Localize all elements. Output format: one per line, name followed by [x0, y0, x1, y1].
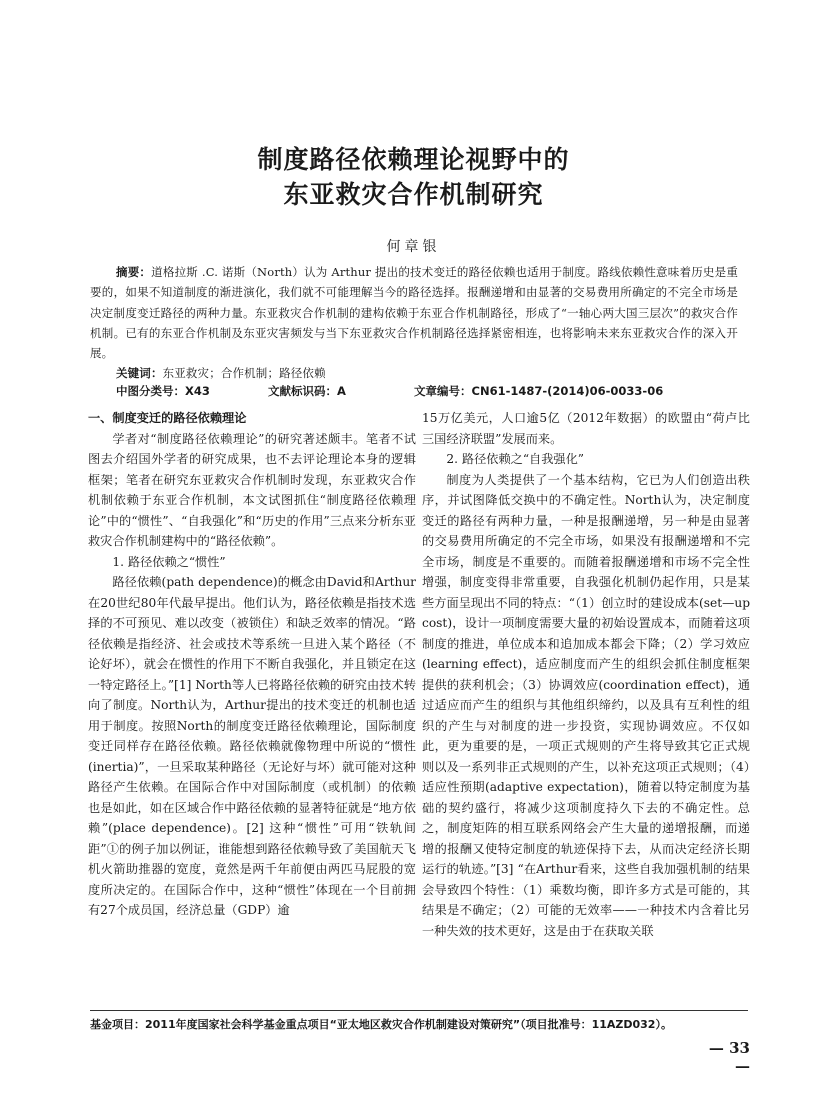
- page-number: — 33 —: [708, 1039, 750, 1075]
- body-paragraph: 学者对“制度路径依赖理论”的研究著述颇丰。笔者不试图去介绍国外学者的研究成果，也不去评论理论本身的逻辑框架；笔者在研究东亚救灾合作机制时发现，东亚救灾合作机制依赖于东亚合作机制，本文试图抓住“制度路径依赖理论”中的“惯性”、“自我强化”和“历史的作用”三点来分析东亚救灾合作机制建构中的“路径依赖”。: [88, 431, 416, 548]
- article-no-value: CN61-1487-(2014)06-0033-06: [471, 384, 664, 398]
- author-name: 何章银: [386, 239, 441, 255]
- doc-code-label: 文献标识码：: [268, 384, 337, 398]
- keywords-label: 关键词：: [116, 366, 163, 381]
- funding-footnote: 基金项目：2011年度国家社会科学基金重点项目“亚太地区救灾合作机制建设对策研究”（项目批准号：11AZD032）。: [90, 1018, 672, 1031]
- document-code: [268, 383, 346, 399]
- article-title-line1: 制度路径依赖理论视野中的: [257, 145, 570, 174]
- abstract-block: [90, 262, 738, 384]
- doc-code-value: A: [337, 384, 346, 398]
- article-number: [414, 383, 663, 399]
- abstract-text: 道格拉斯 .C. 诺斯（North）认为 Arthur 提出的技术变迁的路径依赖也适用于制度。路线依赖性意味着历史是重要的，如果不知道制度的渐进演化，我们就不可能理解当今的路径选择。报酬递增和由显著的交易费用所确定的不完全市场是决定制度变迁路径的两种力量。东亚救灾合作机制的建构依赖于东亚合作机制路径，形成了“一轴心两大国三层次”的救灾合作机制。已有的东亚合作机制及东亚灾害频发与当下东亚救灾合作机制路径选择紧密相连，也将影响未来东亚救灾合作的深入开展。: [90, 265, 738, 361]
- subsection-heading: 2. 路径依赖之“自我强化”: [446, 452, 585, 466]
- article-no-label: 文章编号：: [414, 384, 472, 398]
- body-paragraph: 制度为人类提供了一个基本结构，它已为人们创造出秩序，并试图降低交换中的不确定性。North认为，决定制度变迁的路径有两种力量，一种是报酬递增，另一种是由显著的交易费用所确定的不完全市场，如果没有报酬递增和不完全市场，制度是不重要的。而随着报酬递增和市场不完全性增强，制度变得非常重要，自我强化机制仍起作用，只是某些方面呈现出不同的特点：“（1）创立时的建设成本(set—up cost)，设计一项制度需要大量的初始设置成本，而随着这项制度的推进，单位成本和追加成本都会下降；（2）学习效应(learning effect)，适应制度而产生的组织会抓住制度框架提供的获利机会；（3）协调效应(coordination effect)，通过适应而产生的组织与其他组织缔约，以及具有互利性的组织的产生与对制度的进一步投资，实现协调效应。不仅如此，更为重要的是，一项正式规则的产生将导致其它正式规则以及一系列非正式规则的产生，以补充这项正式规则；（4）适应性预期(adaptive expectation)，随着以特定制度为基础的契约盛行，将减少这项制度持久下去的不确定性。总之，制度矩阵的相互联系网络会产生大量的递增报酬，而递增的报酬又使特定制度的轨迹保持下去，从而决定经济长期运行的轨迹。”[3] “在Arthur看来，这些自我加强机制的结果会导致四个特性：（1）乘数均衡，即许多方式是可能的，其结果是不确定；（2）可能的无效率——一种技术内含着比另一种失效的技术更好，这是由于在获取关联: [422, 472, 750, 938]
- footnote-divider: [90, 1010, 748, 1011]
- clc-value: X43: [185, 384, 210, 398]
- left-column: [88, 408, 416, 921]
- clc-number: [116, 383, 210, 399]
- right-column: [422, 408, 750, 941]
- section-heading: 一、制度变迁的路径依赖理论: [88, 411, 247, 425]
- body-paragraph: 15万亿美元，人口逾5亿（2012年数据）的欧盟由“荷卢比三国经济联盟”发展而来。: [422, 411, 750, 446]
- article-title-line2: 东亚救灾合作机制研究: [283, 180, 544, 209]
- subsection-heading: 1. 路径依赖之“惯性”: [112, 554, 226, 569]
- body-paragraph: 路径依赖(path dependence)的概念由David和Arthur在20世纪80年代最早提出。他们认为，路径依赖是指技术选择的不可预见、难以改变（被锁住）和缺乏效率的情况。“路径依赖是指经济、社会或技术等系统一旦进入某个路径（不论好坏），就会在惯性的作用下不断自我强化，并且锁定在这一特定路径上。”[1] North等人已将路径依赖的研究由技术转向了制度。North认为，Arthur提出的技术变迁的机制也适用于制度。按照North的制度变迁路径依赖理论，国际制度变迁同样存在路径依赖。路径依赖就像物理中所说的“惯性(inertia)”，一旦采取某种路径（无论好与坏）就可能对这种路径产生依赖。在国际合作中对国际制度（或机制）的依赖也是如此，如在区域合作中路径依赖的显著特征就是“地方依赖”(place dependence)。[2] 这种“惯性”可用“铁轨间距”①的例子加以例证，谁能想到路径依赖导致了美国航天飞机火箭助推器的宽度，竟然是两千年前便由两匹马屁股的宽度所决定的。在国际合作中，这种“惯性”体现在一个目前拥有27个成员国，经济总量（GDP）逾: [88, 575, 416, 917]
- abstract-label: 摘要：: [116, 265, 152, 279]
- keywords-text: 东亚救灾；合作机制；路径依赖: [162, 366, 326, 381]
- clc-label: 中图分类号：: [116, 384, 185, 398]
